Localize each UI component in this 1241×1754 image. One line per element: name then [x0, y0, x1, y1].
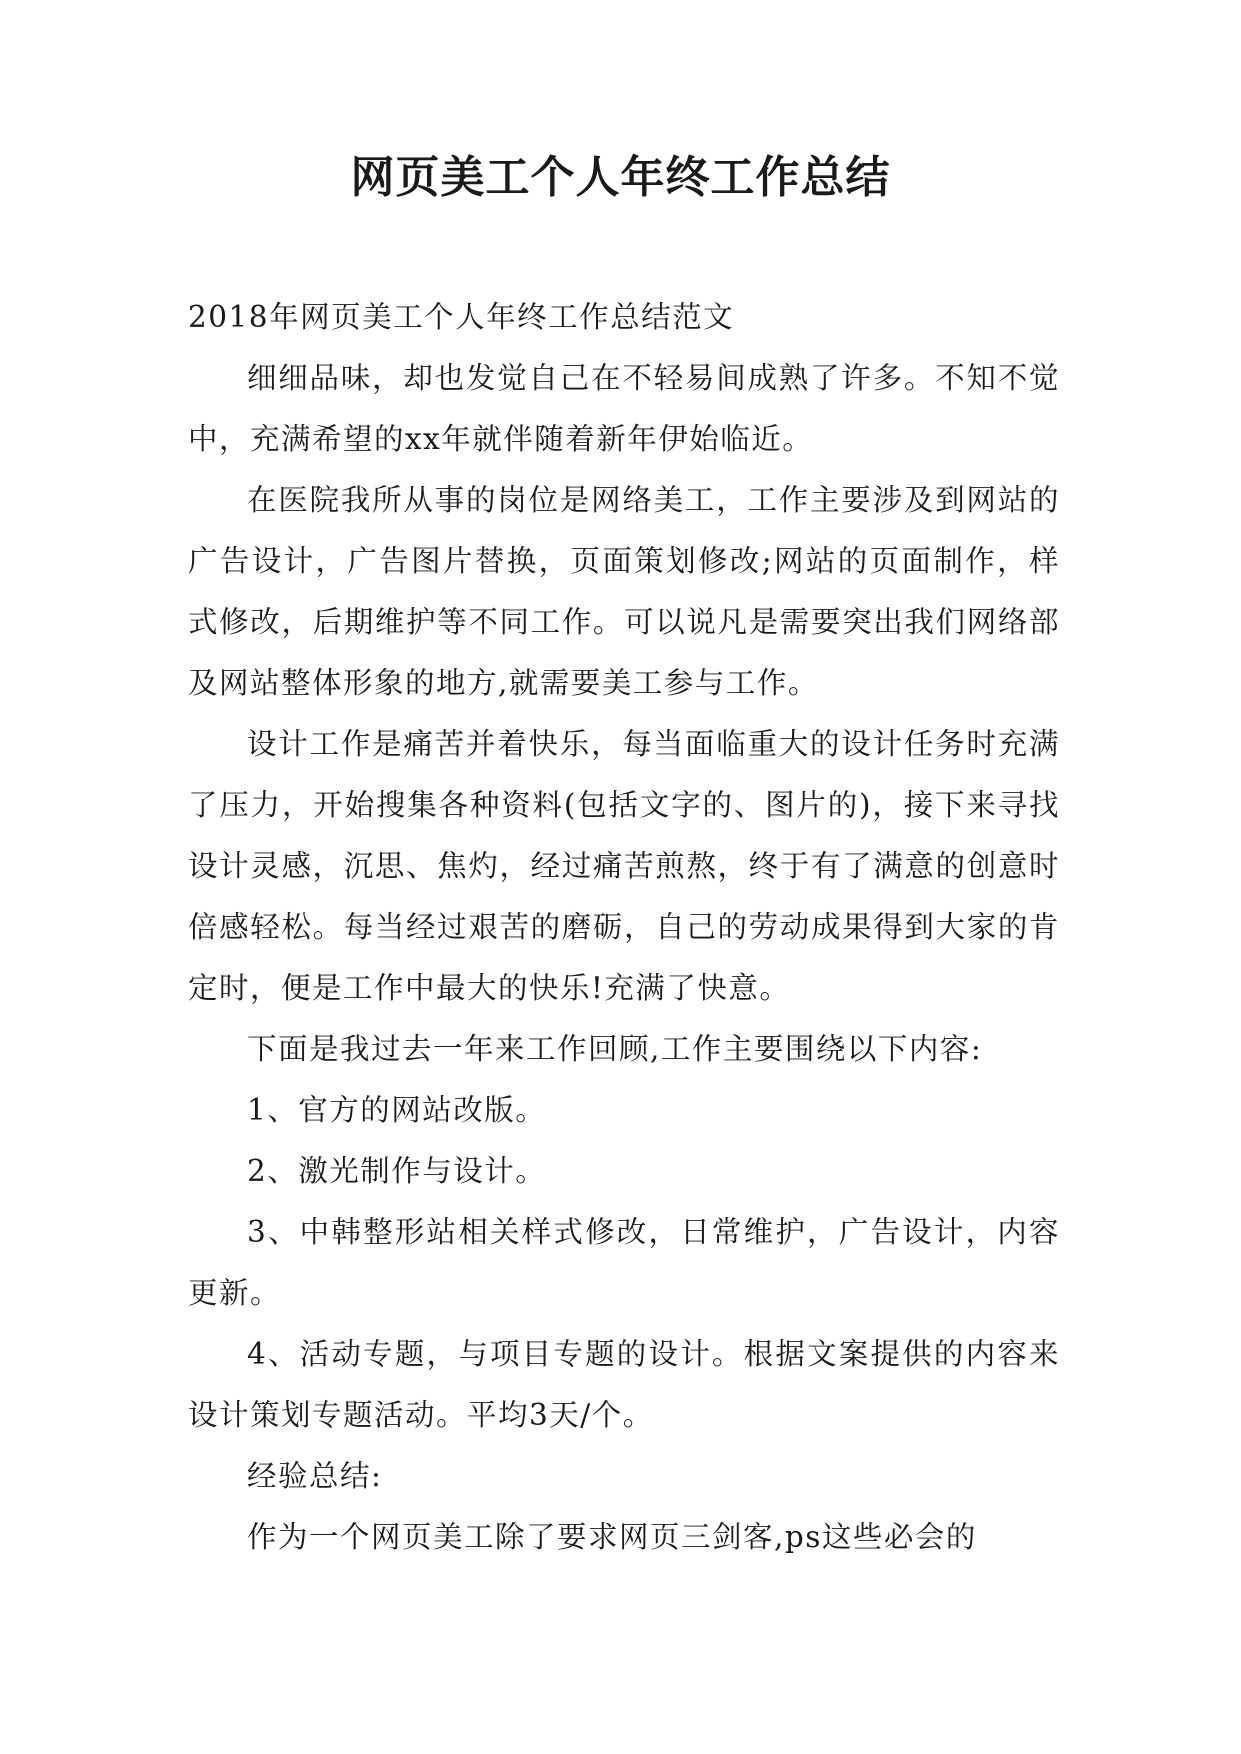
list-item: 4、活动专题，与项目专题的设计。根据文案提供的内容来设计策划专题活动。平均3天/个。 — [188, 1337, 1060, 1432]
list-item: 1、官方的网站改版。 — [247, 1093, 547, 1127]
subtitle-paragraph: 2018年网页美工个人年终工作总结范文 — [188, 300, 735, 334]
body-paragraph: 在医院我所从事的岗位是网络美工，工作主要涉及到网站的广告设计，广告图片替换，页面策划修改;网站的页面制作，样式修改，后期维护等不同工作。可以说凡是需要突出我们网络部及网站整体形象的地方,就需要美工参与工作。 — [188, 483, 1060, 700]
document-body — [188, 287, 1060, 1568]
list-item: 3、中韩整形站相关样式修改，日常维护，广告设计，内容更新。 — [188, 1215, 1060, 1310]
list-item: 2、激光制作与设计。 — [247, 1154, 547, 1188]
document-title: 网页美工个人年终工作总结 — [350, 152, 891, 203]
body-paragraph: 下面是我过去一年来工作回顾,工作主要围绕以下内容: — [247, 1032, 983, 1066]
section-heading: 经验总结: — [247, 1459, 383, 1493]
body-paragraph: 设计工作是痛苦并着快乐，每当面临重大的设计任务时充满了压力，开始搜集各种资料(包括文字的、图片的)，接下来寻找设计灵感，沉思、焦灼，经过痛苦煎熬，终于有了满意的创意时倍感轻松。每当经过艰苦的磨砺，自己的劳动成果得到大家的肯定时，便是工作中最大的快乐!充满了快意。 — [188, 727, 1060, 1005]
body-paragraph: 作为一个网页美工除了要求网页三剑客,ps这些必会的 — [247, 1520, 977, 1554]
body-paragraph: 细细品味，却也发觉自己在不轻易间成熟了许多。不知不觉中，充满希望的xx年就伴随着新年伊始临近。 — [188, 361, 1060, 456]
